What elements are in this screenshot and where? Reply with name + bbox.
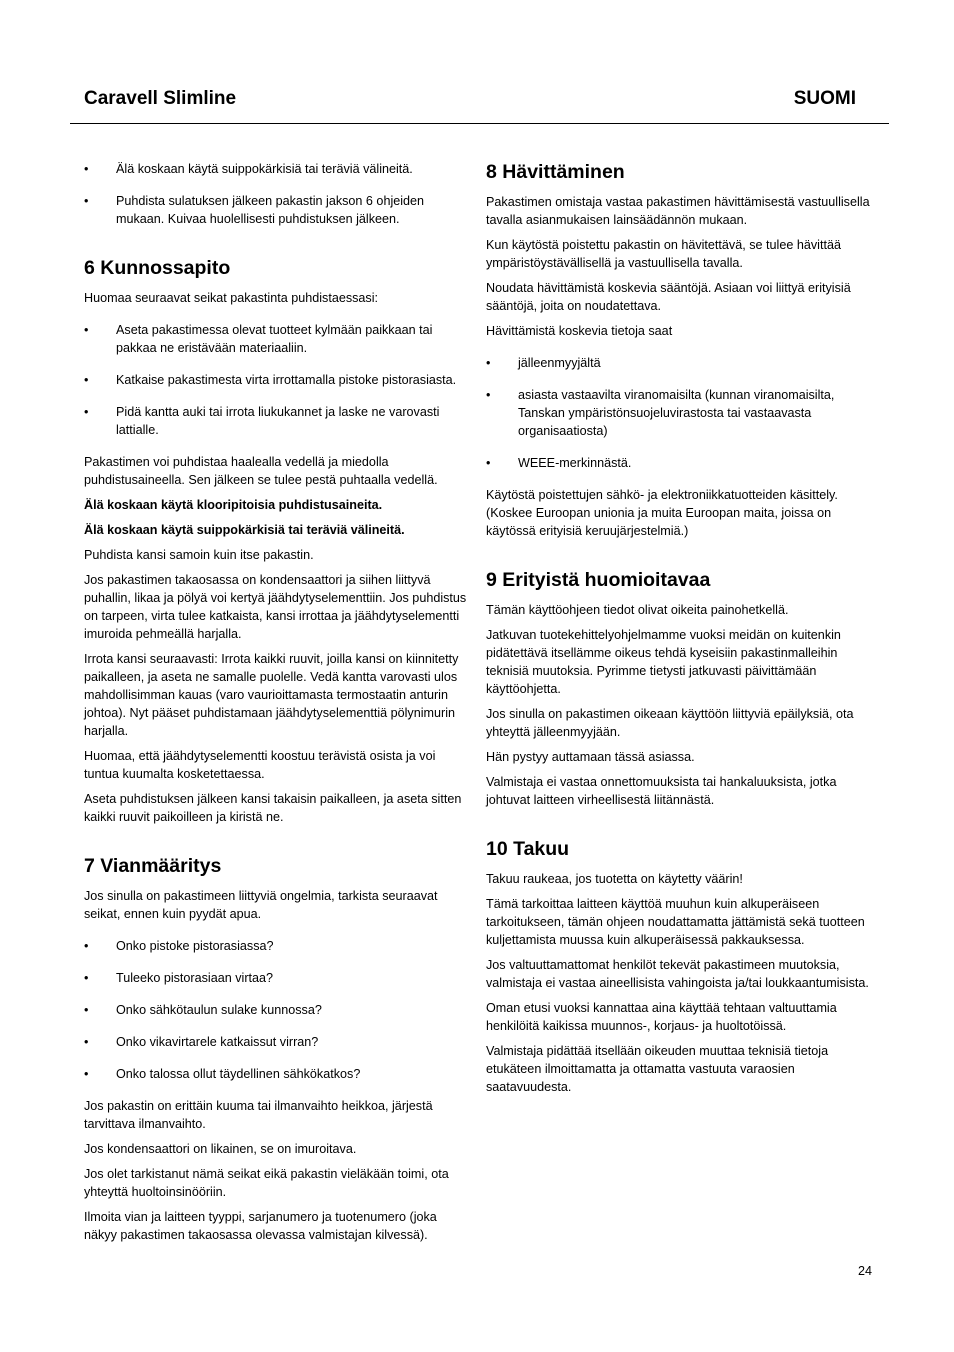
paragraph: Oman etusi vuoksi kannattaa aina käyttää tehtaan valtuuttamia henkilöitä kaikissa muunnos-, korjaus- ja huoltotöissä.	[486, 1001, 837, 1033]
list-item	[84, 403, 470, 439]
paragraph: Takuu raukeaa, jos tuotetta on käytetty väärin!	[486, 872, 743, 886]
bullet-icon: •	[486, 388, 491, 402]
bullet-icon: •	[84, 373, 89, 387]
list-item-text: Älä koskaan käytä suippokärkisiä tai teräviä välineitä.	[116, 162, 413, 176]
bullet-icon: •	[84, 1067, 89, 1081]
list-item-text: Tuleeko pistorasiaan virtaa?	[116, 971, 274, 985]
list-item-text: asiasta vastaavilta viranomaisilta (kunnan viranomaisilta, Tanskan ympäristönsuojeluvirastosta tai vastaavasta organisaatiosta)	[518, 388, 835, 438]
paragraph: Valmistaja pidättää itsellään oikeuden muuttaa teknisiä tietoja etukäteen ilmoittamatta ja ottamatta vastuuta varaosien saatavuudesta.	[486, 1044, 829, 1094]
list-item	[84, 1033, 470, 1051]
disposal-bullet-list	[486, 354, 871, 472]
list-item	[84, 160, 470, 178]
bullet-icon: •	[84, 162, 89, 176]
top-bullet-list	[84, 160, 470, 228]
list-item-text: Onko pistoke pistorasiassa?	[116, 939, 274, 953]
paragraph: Jos kondensaattori on likainen, se on imuroitava.	[84, 1142, 357, 1156]
paragraph: Puhdista kansi samoin kuin itse pakastin.	[84, 548, 314, 562]
warning-text: Älä koskaan käytä klooripitoisia puhdistusaineita.	[84, 498, 383, 512]
language-label: SUOMI	[793, 88, 856, 109]
troubleshooting-bullet-list	[84, 937, 470, 1083]
bullet-icon: •	[84, 323, 89, 337]
paragraph: Kun käytöstä poistettu pakastin on hävitettävä, se tulee hävittää ympäristöystävällisellä ja vastuullisella tavalla.	[486, 238, 841, 270]
list-item	[486, 354, 871, 372]
paragraph: Irrota kansi seuraavasti: Irrota kaikki ruuvit, joilla kansi on kiinnitetty paikalleen, ja aseta ne samalle puolelle. Vedä kantta varovasti ulos mahdollisimman kauas (varo vaurioittamasta termostaatin anturin johtoa). Nyt pääset puhdistamaan jäähdytyselementtiä pölynimurin harjalla.	[84, 652, 459, 738]
page-number: 24	[857, 1264, 872, 1278]
paragraph: Jos valtuuttamattomat henkilöt tekevät pakastimeen muutoksia, valmistaja ei vastaa aineellisista vahingoista ja/tai loukkaantumisista.	[486, 958, 869, 990]
paragraph: Ilmoita vian ja laitteen tyyppi, sarjanumero ja tuotenumero (joka näkyy pakastimen takaosassa olevassa valmistajan kilvessä).	[84, 1210, 437, 1242]
section-heading-warranty: 10 Takuu	[486, 838, 570, 860]
paragraph: Jos pakastimen takaosassa on kondensaattori ja siihen liittyvä puhallin, likaa ja pölyä voi kertyä jäähdytyselementtiin. Jos puhdistus on tarpeen, virta tulee katkaista, kansi irrottaa ja jäähdytyselementti imuroida pehmeällä harjalla.	[84, 573, 467, 641]
bullet-icon: •	[84, 405, 89, 419]
section-heading-special-notes: 9 Erityistä huomioitavaa	[486, 569, 711, 591]
list-item	[84, 192, 470, 228]
paragraph: Pakastimen omistaja vastaa pakastimen hävittämisestä vastuullisella tavalla asianmukaisen lainsäädännön mukaan.	[486, 195, 870, 227]
list-item	[84, 1065, 470, 1083]
list-item-text: Katkaise pakastimesta virta irrottamalla pistoke pistorasiasta.	[116, 373, 457, 387]
paragraph: Tämä tarkoittaa laitteen käyttöä muuhun kuin alkuperäiseen tarkoitukseen, tämän ohjeen noudattamatta jättämistä sekä tuotteen kuljettamista muussa kuin alkuperäisessä pakkauksessa.	[486, 897, 865, 947]
list-item	[84, 937, 470, 955]
list-item	[84, 1001, 470, 1019]
paragraph: Tämän käyttöohjeen tiedot olivat oikeita painohetkellä.	[486, 603, 789, 617]
page-header	[84, 88, 856, 112]
paragraph: Jatkuvan tuotekehittelyohjelmamme vuoksi meidän on kuitenkin pidätettävä itsellämme oikeus tehdä kyseisiin pakastinmalleihin teknisiä muutoksia. Pyrimme tietysti jatkuvasti päivittämään käyttöohjetta.	[486, 628, 841, 696]
paragraph: Pakastimen voi puhdistaa haalealla vedellä ja miedolla puhdistusaineella. Sen jälkeen se tulee pestä puhtaalla vedellä.	[84, 455, 438, 487]
list-item	[84, 969, 470, 987]
paragraph: Valmistaja ei vastaa onnettomuuksista tai hankaluuksista, jotka johtuvat laitteen virheellisestä liitännästä.	[486, 775, 837, 807]
list-item-text: Aseta pakastimessa olevat tuotteet kylmään paikkaan tai pakkaa ne eristävään materiaaliin.	[116, 323, 433, 355]
bullet-icon: •	[486, 456, 491, 470]
list-item-text: Onko sähkötaulun sulake kunnossa?	[116, 1003, 322, 1017]
document-title: Caravell Slimline	[84, 88, 237, 109]
paragraph: Hävittämistä koskevia tietoja saat	[486, 324, 673, 338]
list-item-text: Onko talossa ollut täydellinen sähkökatkos?	[116, 1067, 361, 1081]
paragraph: Huomaa seuraavat seikat pakastinta puhdistaessasi:	[84, 291, 379, 305]
list-item-text: WEEE-merkinnästä.	[518, 456, 632, 470]
list-item	[84, 371, 470, 389]
left-column	[84, 160, 470, 1251]
list-item	[84, 321, 470, 357]
list-item-text: Onko vikavirtarele katkaissut virran?	[116, 1035, 319, 1049]
list-item	[486, 386, 871, 440]
paragraph: Jos sinulla on pakastimen oikeaan käyttöön liittyviä epäilyksiä, ota yhteyttä jälleenmyyjään.	[486, 707, 854, 739]
bullet-icon: •	[84, 1035, 89, 1049]
paragraph: Jos sinulla on pakastimeen liittyviä ongelmia, tarkista seuraavat seikat, ennen kuin pyydät apua.	[84, 889, 438, 921]
paragraph: Aseta puhdistuksen jälkeen kansi takaisin paikalleen, ja aseta sitten kaikki ruuvit paikoilleen ja kiristä ne.	[84, 792, 462, 824]
section-heading-disposal: 8 Hävittäminen	[486, 161, 625, 183]
bullet-icon: •	[84, 194, 89, 208]
list-item	[486, 454, 871, 472]
header-divider	[70, 123, 889, 124]
warning-text: Älä koskaan käytä suippokärkisiä tai teräviä välineitä.	[84, 523, 405, 537]
bullet-icon: •	[84, 1003, 89, 1017]
bullet-icon: •	[84, 939, 89, 953]
paragraph: Huomaa, että jäähdytyselementti koostuu terävistä osista ja voi tuntua kuumalta kosketettaessa.	[84, 749, 436, 781]
section-heading-maintenance: 6 Kunnossapito	[84, 257, 231, 279]
bullet-icon: •	[486, 356, 491, 370]
paragraph: Jos olet tarkistanut nämä seikat eikä pakastin vieläkään toimi, ota yhteyttä huoltoinsinööriin.	[84, 1167, 449, 1199]
maintenance-bullet-list	[84, 321, 470, 439]
paragraph: Jos pakastin on erittäin kuuma tai ilmanvaihto heikkoa, järjestä tarvittava ilmanvaihto.	[84, 1099, 433, 1131]
list-item-text: jälleenmyyjältä	[518, 356, 601, 370]
list-item-text: Puhdista sulatuksen jälkeen pakastin jakson 6 ohjeiden mukaan. Kuivaa huolellisesti puhdistuksen jälkeen.	[116, 194, 425, 226]
right-column	[486, 160, 871, 1103]
bullet-icon: •	[84, 971, 89, 985]
list-item-text: Pidä kantta auki tai irrota liukukannet ja laske ne varovasti lattialle.	[116, 405, 440, 437]
paragraph: Noudata hävittämistä koskevia sääntöjä. Asiaan voi liittyä erityisiä sääntöjä, joita on noudatettava.	[486, 281, 851, 313]
paragraph: Käytöstä poistettujen sähkö- ja elektroniikkatuotteiden käsittely. (Koskee Euroopan unionia ja muita Euroopan maita, joissa on käytössä erityisiä keruujärjestelmiä.)	[486, 488, 838, 538]
paragraph: Hän pystyy auttamaan tässä asiassa.	[486, 750, 695, 764]
section-heading-troubleshooting: 7 Vianmääritys	[84, 855, 222, 877]
